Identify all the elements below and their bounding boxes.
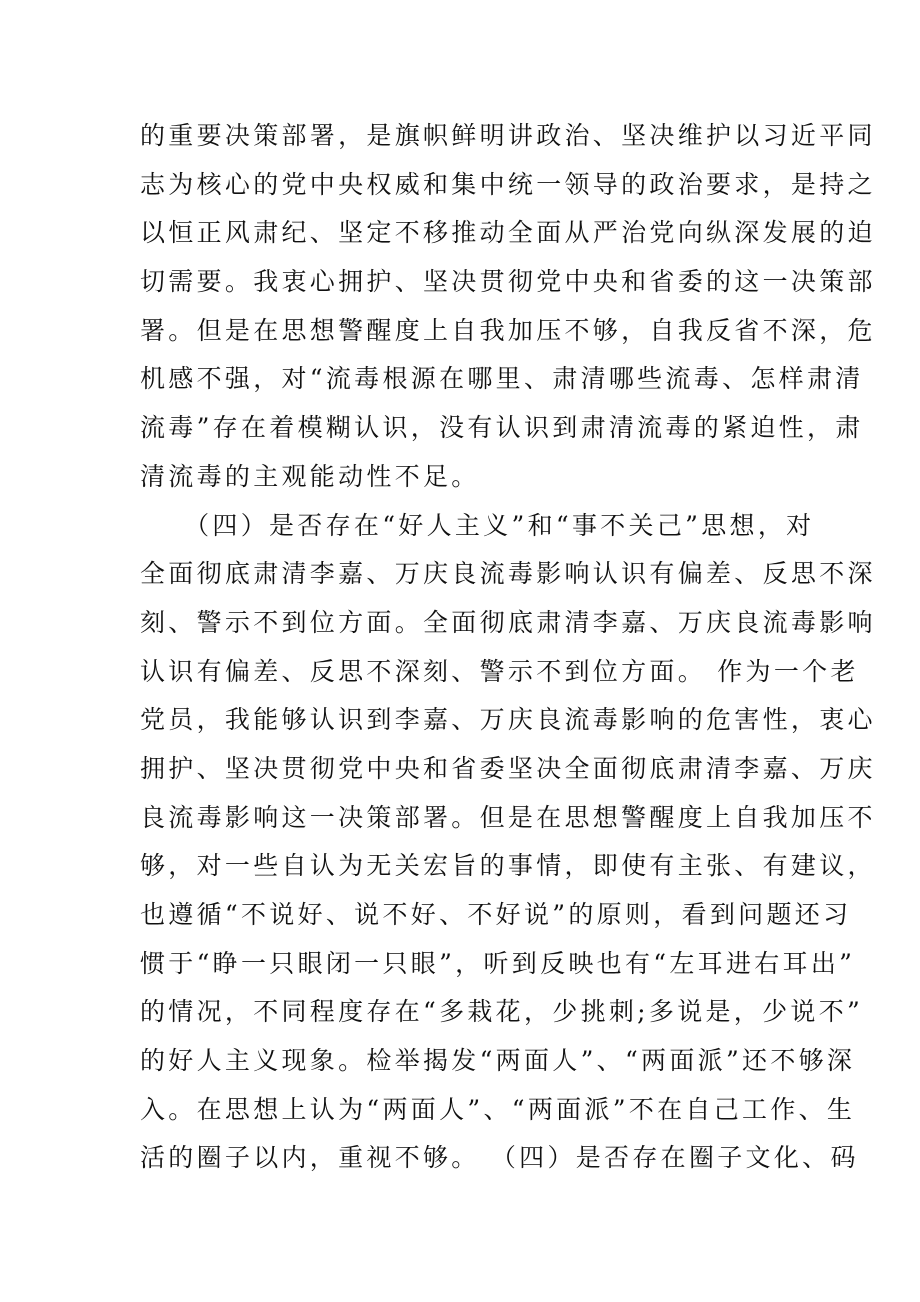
text-line-18: 惯于“睁一只眼闭一只眼”，听到反映也有“左耳进右耳出” bbox=[140, 948, 856, 978]
document-body bbox=[140, 112, 876, 1183]
text-line-5: 署。但是在思想警醒度上自我加压不够，自我反省不深，危 bbox=[140, 315, 876, 345]
text-line-4: 切需要。我衷心拥护、坚决贯彻党中央和省委的这一决策部 bbox=[140, 267, 876, 297]
text-line-3: 以恒正风肃纪、坚定不移推动全面从严治党向纵深发展的迫 bbox=[140, 218, 876, 248]
text-line-6: 机感不强，对“流毒根源在哪里、肃清哪些流毒、怎样肃清 bbox=[140, 364, 864, 394]
text-line-2: 志为核心的党中央权威和集中统一领导的政治要求，是持之 bbox=[140, 169, 876, 199]
text-line-20: 的好人主义现象。检举揭发“两面人”、“两面派”还不够深 bbox=[140, 1046, 856, 1076]
text-line-17: 也遵循“不说好、说不好、不好说”的原则，看到问题还习 bbox=[140, 900, 852, 929]
text-line-19: 的情况，不同程度存在“多栽花，少挑刺;多说是，少说不” bbox=[140, 997, 864, 1027]
text-line-11: 刻、警示不到位方面。全面彻底肃清李嘉、万庆良流毒影响 bbox=[140, 607, 876, 637]
text-line-9: （四）是否存在“好人主义”和“事不关己”思想，对 bbox=[140, 510, 815, 540]
text-line-13: 党员，我能够认识到李嘉、万庆良流毒影响的危害性，衷心 bbox=[140, 705, 876, 735]
text-line-16: 够，对一些自认为无关宏旨的事情，即使有主张、有建议， bbox=[140, 851, 876, 881]
text-line-10: 全面彻底肃清李嘉、万庆良流毒影响认识有偏差、反思不深 bbox=[140, 559, 876, 589]
text-line-7: 流毒”存在着模糊认识，没有认识到肃清流毒的紧迫性，肃 bbox=[140, 413, 864, 443]
text-line-12: 认识有偏差、反思不深刻、警示不到位方面。 作为一个老 bbox=[140, 656, 859, 686]
text-line-15: 良流毒影响这一决策部署。但是在思想警醒度上自我加压不 bbox=[140, 802, 876, 832]
text-line-22: 活的圈子以内，重视不够。 （四）是否存在圈子文化、码 bbox=[140, 1143, 859, 1173]
text-line-8: 清流毒的主观能动性不足。 bbox=[140, 461, 480, 491]
text-line-21: 入。在思想上认为“两面人”、“两面派”不在自己工作、生 bbox=[140, 1094, 856, 1124]
text-line-1: 的重要决策部署，是旗帜鲜明讲政治、坚决维护以习近平同 bbox=[140, 121, 876, 150]
text-line-14: 拥护、坚决贯彻党中央和省委坚决全面彻底肃清李嘉、万庆 bbox=[140, 753, 876, 783]
